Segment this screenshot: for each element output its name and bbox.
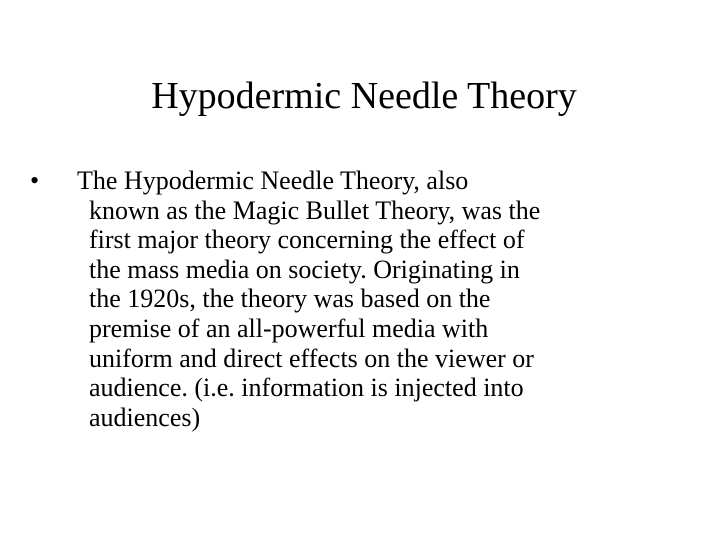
bullet-text-line: premise of an all-powerful media with xyxy=(89,313,489,343)
bullet-text-line: first major theory concerning the effect of xyxy=(89,225,525,255)
bullet-text-line: uniform and direct effects on the viewer or xyxy=(89,343,534,373)
bullet-text-line: The Hypodermic Needle Theory, also xyxy=(77,166,469,195)
bullet-text-line: the mass media on society. Originating in xyxy=(89,254,520,284)
bullet-icon: • xyxy=(30,166,40,195)
bullet-list xyxy=(30,166,690,432)
bullet-text-line: audiences) xyxy=(89,402,201,432)
slide-title: Hypodermic Needle Theory xyxy=(151,75,577,117)
bullet-text-line: the 1920s, the theory was based on the xyxy=(89,284,491,314)
bullet-text-line: audience. (i.e. information is injected into xyxy=(89,373,524,403)
bullet-item xyxy=(30,166,690,432)
bullet-text-line: known as the Magic Bullet Theory, was the xyxy=(89,195,541,225)
